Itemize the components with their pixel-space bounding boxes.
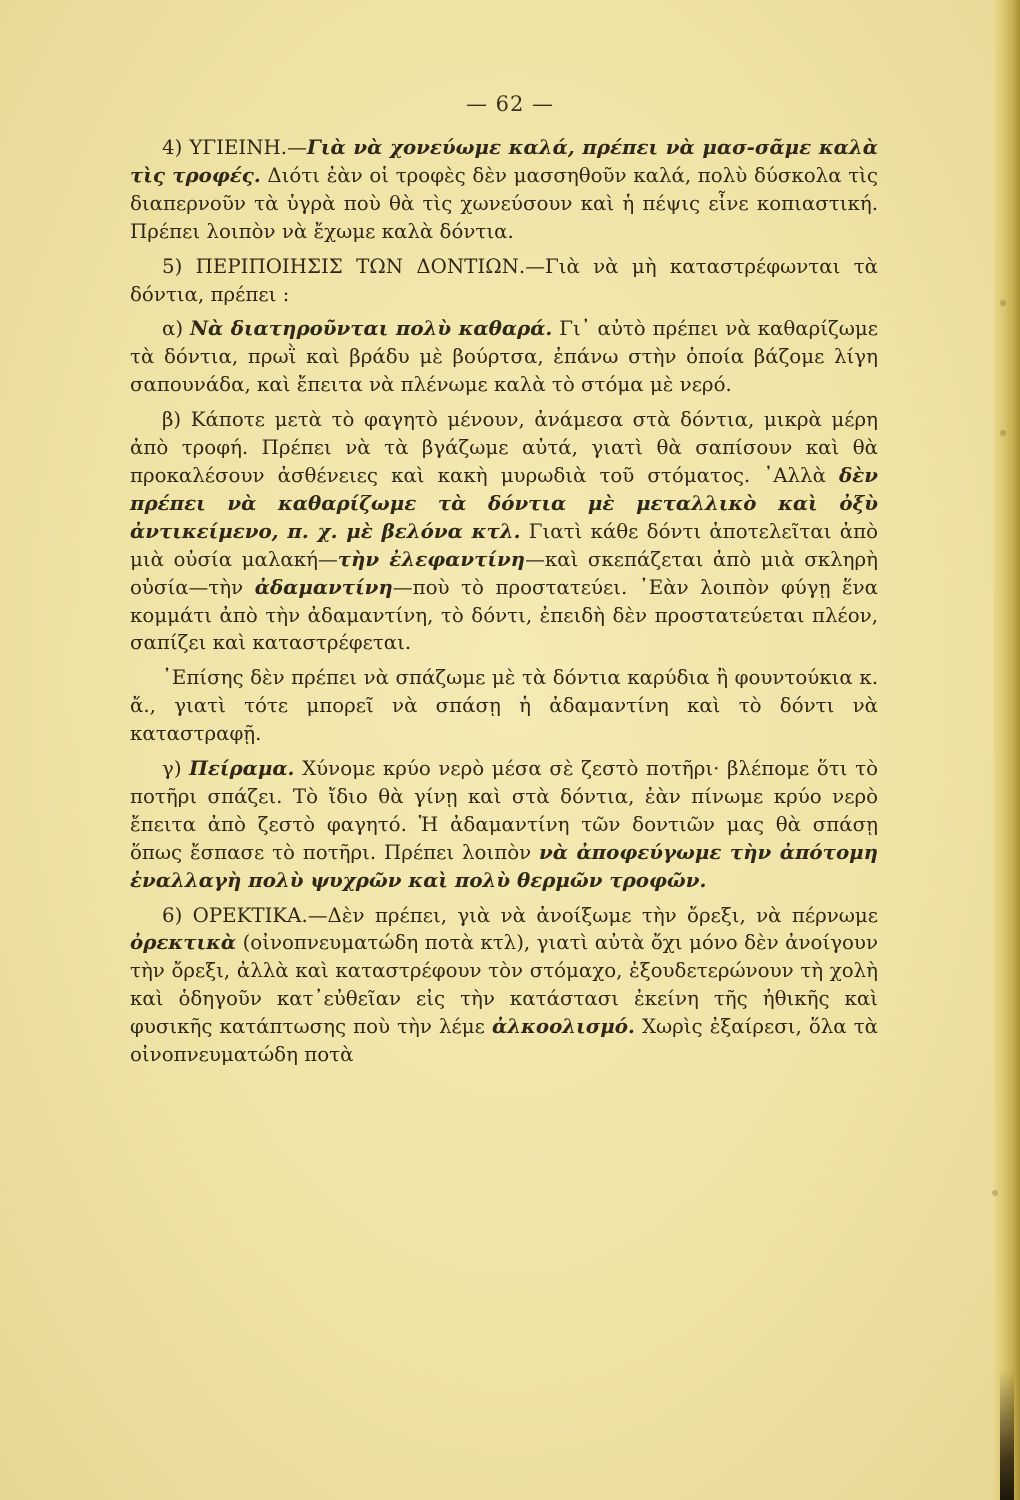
section-appetizers-emphasis-1: ὀρεκτικὰ: [130, 930, 237, 955]
section-teeth-intro: —Γιὰ νὰ μὴ καταστρέφωνται τὰ δόντια, πρέπει :: [130, 254, 878, 306]
section-hygiene-heading: 4) ΥΓΙΕΙΝΗ.: [162, 136, 288, 159]
item-b-emphasis-3: ἀδαμαντίνη: [254, 574, 393, 599]
item-b-text-4: —ποὺ τὸ προστατεύει. ᾽Εὰν λοιπὸν φύγῃ ἕνα κομμάτι ἀπὸ τὴν ἀδαμαντίνη, τὸ δόντι, ἐπειδὴ δὲν προστατεύεται πλέον, σαπίζει καὶ καταστρέφεται.: [130, 575, 878, 655]
section-appetizers-emphasis-2: ἀλκοολισμό.: [491, 1014, 635, 1039]
paper-spot: [1000, 300, 1006, 306]
section-appetizers-paragraph: [130, 902, 878, 1069]
item-b-emphasis-2: τὴν ἐλεφαντίνη: [337, 546, 526, 571]
item-a-paragraph: [130, 315, 878, 399]
item-b-text-2: Γιατὶ κάθε δόντι ἀποτελεῖται ἀπὸ μιὰ οὐσία μαλακή—: [130, 519, 878, 571]
section-hygiene-paragraph: 4) ΥΓΙΕΙΝΗ.—Γιὰ νὰ χονεύωμε καλά, πρέπει νὰ μασ-σᾶμε καλὰ τὶς τροφές. Διότι ἐὰν οἱ τροφὲς δὲν μασσηθοῦν καλά, πολὺ δύσκολα τὶς διαπερνοῦν τὰ ὑγρὰ ποὺ θὰ τὶς χωνεύσουν καὶ ἡ πέψις εἶνε κοπιαστική. Πρέπει λοιπὸν νὰ ἔχωμε καλὰ δόντια.: [130, 135, 878, 243]
item-c-conclusion: νὰ ἀποφεύγωμε τὴν ἀπότομη ἐναλλαγὴ πολὺ ψυχρῶν καὶ πολὺ θερμῶν τροφῶν.: [130, 839, 878, 892]
item-c-heading: Πείραμα.: [189, 756, 295, 781]
item-c-text: Χύνομε κρύο νερὸ μέσα σὲ ζεστὸ ποτῆρι· βλέπομε ὅτι τὸ ποτῆρι σπάζει. Τὸ ἴδιο θὰ γίνῃ καὶ στὰ δόντια, ἐὰν πίνωμε κρύο νερὸ ἔπειτα ἀπὸ ζεστὸ φαγητό. Ἡ ἀδαμαντίνη τῶν δοντιῶν μας θὰ σπάσῃ ὅπως ἔσπασε τὸ ποτῆρι. Πρέπει λοιπὸν: [130, 757, 878, 864]
item-b-text-1: Κάποτε μετὰ τὸ φαγητὸ μένουν, ἀνάμεσα στὰ δόντια, μικρὰ μέρη ἀπὸ τροφή. Πρέπει νὰ τὰ βγάζωμε αὐτά, γιατὶ θὰ σαπίσουν καὶ θὰ προκαλέσουν ἀσθένειες καὶ κακὴ μυρωδιὰ τοῦ στόματος. ᾽Αλλὰ: [130, 408, 878, 487]
item-b-label: β): [162, 408, 182, 432]
section-appetizers-text-1: —Δὲν πρέπει, γιὰ νὰ ἀνοίξωμε τὴν ὄρεξι, νὰ πέρνωμε: [307, 903, 878, 927]
page-spine-edge: [994, 0, 1020, 1500]
section-hygiene-text: Διότι ἐὰν οἱ τροφὲς δὲν μασσηθοῦν καλά, πολὺ δύσκολα τὶς διαπερνοῦν τὰ ὑγρὰ ποὺ θὰ τὶς χωνεύσουν καὶ ἡ πέψις εἶνε κοπιαστική. Πρέπει λοιπὸν νὰ ἔχωμε καλὰ δόντια.: [130, 163, 878, 243]
section-appetizers-text-2: (οἰνοπνευματώδη ποτὰ κτλ), γιατὶ αὐτὰ ὄχι μόνο δὲν ἀνοίγουν τὴν ὄρεξι, ἀλλὰ καὶ καταστρέφουν τὸν στόμαχο, ἐξουδετερώνουν τὴ χολὴ καὶ ὁδηγοῦν κατ᾽εὐθεῖαν εἰς τὴν κατάστασι ἐκείνη τῆς ἠθικῆς καὶ φυσικῆς κατάπτωσης ποὺ τὴν λέμε: [130, 931, 878, 1039]
page-number: — 62 —: [465, 92, 555, 116]
section-teeth-intro-paragraph: [130, 253, 878, 309]
item-c-label: γ): [162, 757, 182, 781]
item-b-paragraph: [130, 406, 878, 657]
section-teeth-heading: 5) ΠΕΡΙΠΟΙΗΣΙΣ ΤΩΝ ΔΟΝΤΙΩΝ.: [162, 254, 526, 278]
item-a-label: α): [162, 317, 184, 341]
also-text: ᾽Επίσης δὲν πρέπει νὰ σπάζωμε μὲ τὰ δόντια καρύδια ἢ φουντούκια κ. ἄ., γιατὶ τότε μπορεῖ νὰ σπάσῃ ἡ ἀδαμαντίνη καὶ τὸ δόντι νὰ καταστραφῇ.: [130, 666, 878, 746]
item-b-text-3: —καὶ σκεπάζεται ἀπὸ μιὰ σκληρὴ οὐσία—τὴν: [130, 547, 879, 599]
item-a-text: Γι᾽ αὐτὸ πρέπει νὰ καθαρίζωμε τὰ δόντια, πρωῒ καὶ βράδυ μὲ βούρτσα, ἐπάνω στὴν ὁποία βάζομε λίγη σαπουνάδα, καὶ ἔπειτα νὰ πλένωμε καλὰ τὸ στόμα μὲ νερό.: [130, 317, 878, 397]
item-b-emphasis-1: δὲν πρέπει νὰ καθαρίζωμε τὰ δόντια μὲ μεταλλικὸ καὶ ὀξὺ ἀντικείμενο, π. χ. μὲ βελόνα κτλ.: [130, 462, 878, 543]
section-appetizers-heading: 6) ΟΡΕΚΤΙΚΑ.: [162, 903, 308, 927]
also-paragraph: [130, 664, 878, 748]
paper-spot: [1000, 430, 1006, 436]
section-hygiene-lead: Γιὰ νὰ χονεύωμε καλά, πρέπει νὰ μασ-σᾶμε καλὰ τὶς τροφές.: [130, 135, 878, 187]
section-appetizers-text-3: Χωρὶς ἐξαίρεσι, ὅλα τὰ οἰνοπνευματώδη ποτὰ: [130, 1015, 878, 1067]
page-body: [130, 134, 878, 1076]
paper-spot: [992, 1190, 998, 1196]
item-c-paragraph: [130, 755, 878, 895]
spine-shadow: [1000, 1370, 1014, 1500]
item-a-heading: Νὰ διατηροῦνται πολὺ καθαρά.: [189, 316, 553, 341]
